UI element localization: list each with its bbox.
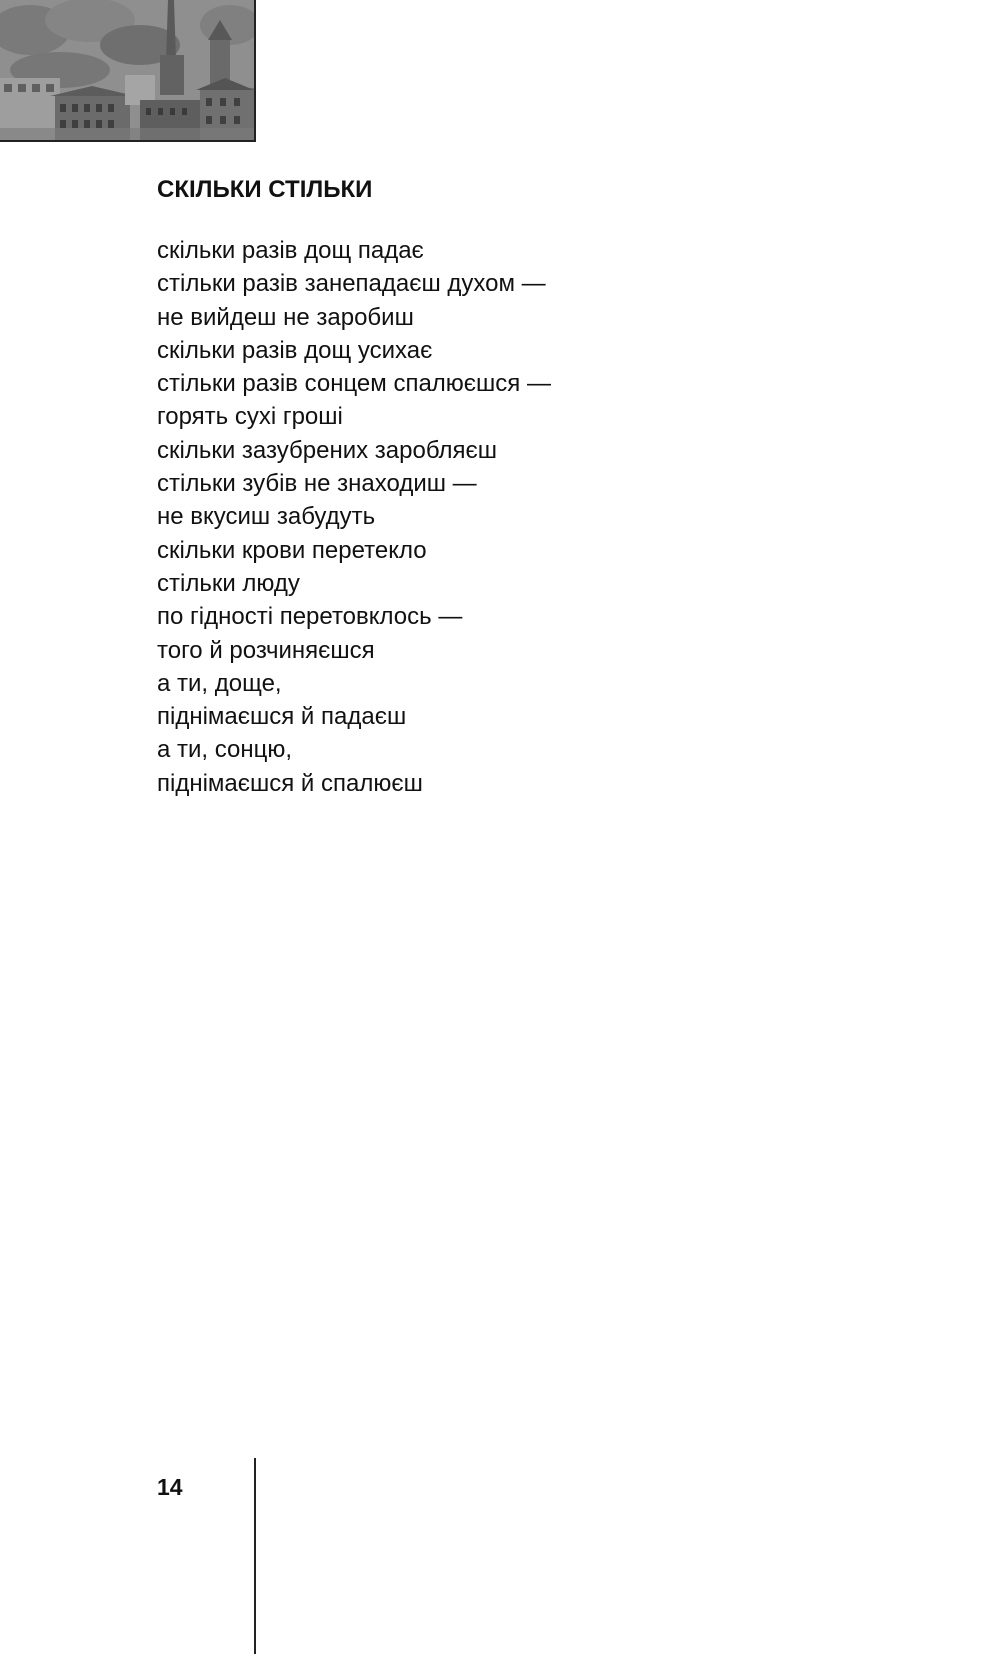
poem-line: скільки разів дощ усихає: [157, 336, 433, 364]
cityscape-photo: [0, 0, 256, 142]
poem-line: а ти, доще,: [157, 669, 282, 697]
poem-line: того й розчиняєшся: [157, 636, 375, 664]
poem-line: скільки крови перетекло: [157, 536, 427, 564]
divider-line: [254, 1458, 256, 1654]
poem-line: стільки разів занепадаєш духом —: [157, 270, 546, 298]
poem-line: скільки разів дощ падає: [157, 237, 424, 264]
page-number: 14: [157, 1474, 183, 1500]
poem-line: а ти, сонцю,: [157, 736, 293, 764]
poem-line: стільки люду: [157, 569, 300, 597]
poem-line: не вийдеш не заробиш: [157, 303, 414, 331]
poem-line: горять сухі гроші: [157, 403, 343, 431]
poem-body: [157, 234, 551, 800]
poem-line: піднімаєшся й падаєш: [157, 703, 407, 731]
poem-line: скільки зазубрених заробляєш: [157, 436, 497, 464]
poem-title: СКІЛЬКИ СТІЛЬКИ: [157, 176, 373, 203]
poem-line: не вкусиш забудуть: [157, 503, 376, 531]
poem-line: стільки зубів не знаходиш —: [157, 470, 477, 498]
poem-line: стільки разів сонцем спалюєшся —: [157, 370, 551, 398]
poem-line: піднімаєшся й спалюєш: [157, 769, 423, 797]
poem-line: по гідності перетовклось —: [157, 603, 463, 631]
